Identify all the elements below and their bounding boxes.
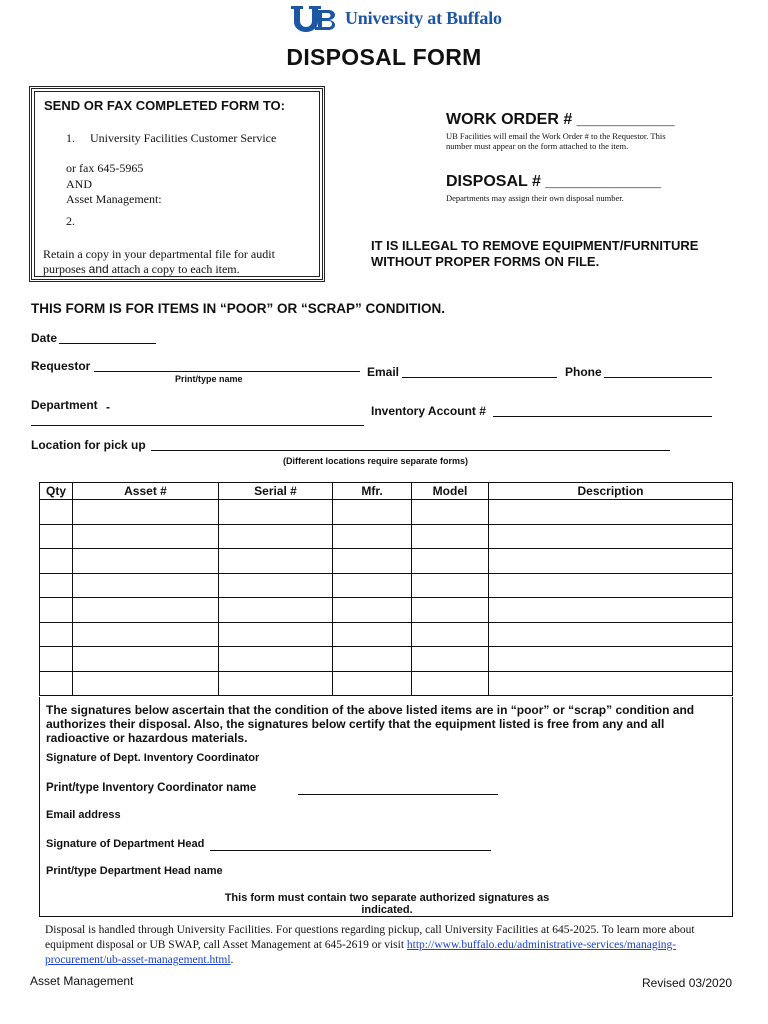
table-cell[interactable] bbox=[489, 573, 733, 598]
table-cell[interactable] bbox=[333, 647, 412, 672]
table-cell[interactable] bbox=[40, 500, 73, 525]
phone-field[interactable] bbox=[604, 377, 712, 378]
table-row bbox=[40, 671, 733, 696]
header-description: Description bbox=[489, 483, 733, 500]
disposal-label: DISPOSAL # _____________ bbox=[446, 173, 661, 190]
table-cell[interactable] bbox=[412, 524, 489, 549]
table-cell[interactable] bbox=[73, 549, 219, 574]
footer-revised: Revised 03/2020 bbox=[642, 976, 733, 990]
table-cell[interactable] bbox=[73, 671, 219, 696]
footer-disposal-info: Disposal is handled through University Facilities. For questions regarding pickup, call University Facilities at 645-2025. To learn more about equipment disposal or UB SWAP, call Asset Management at 645-2619 or visit http://www.buffalo.edu/administrative-services/managing-procurement/ub-asset-management.html. bbox=[45, 924, 695, 966]
signatures-paragraph: The signatures below ascertain that the condition of the above listed items are in “poor” or “scrap” condition and authorizes their disposal. Also, the signatures below certify that the equipment listed is free from any and all radioactive or hazardous materials. bbox=[46, 703, 695, 745]
table-cell[interactable] bbox=[333, 622, 412, 647]
table-row bbox=[40, 647, 733, 672]
table-cell[interactable] bbox=[489, 500, 733, 525]
table-cell[interactable] bbox=[40, 647, 73, 672]
table-cell[interactable] bbox=[412, 549, 489, 574]
dept-inventory-signature-label: Signature of Dept. Inventory Coordinator bbox=[46, 752, 260, 764]
table-cell[interactable] bbox=[73, 647, 219, 672]
page-title: DISPOSAL FORM bbox=[286, 44, 482, 70]
table-row bbox=[40, 598, 733, 623]
dept-head-signature-field[interactable] bbox=[210, 850, 491, 851]
ub-logo-icon bbox=[289, 4, 341, 32]
inventory-account-label: Inventory Account # bbox=[371, 404, 486, 418]
location-label: Location for pick up bbox=[31, 438, 146, 452]
condition-notice: THIS FORM IS FOR ITEMS IN “POOR” OR “SCRAP” CONDITION. bbox=[31, 301, 446, 316]
header-model: Model bbox=[412, 483, 489, 500]
table-cell[interactable] bbox=[333, 524, 412, 549]
email-address-label: Email address bbox=[46, 809, 121, 821]
dept-head-signature-label: Signature of Department Head bbox=[46, 838, 205, 850]
table-cell[interactable] bbox=[489, 549, 733, 574]
table-cell[interactable] bbox=[412, 598, 489, 623]
table-cell[interactable] bbox=[73, 622, 219, 647]
retain-line-1: Retain a copy in your departmental file for audit bbox=[43, 247, 275, 261]
inventory-account-field[interactable] bbox=[493, 416, 712, 417]
send-item-1-text: University Facilities Customer Service bbox=[90, 131, 277, 145]
send-fax-box bbox=[29, 86, 325, 282]
send-box-heading: SEND OR FAX COMPLETED FORM TO: bbox=[44, 98, 285, 113]
location-note: (Different locations require separate forms) bbox=[283, 456, 469, 466]
table-cell[interactable] bbox=[73, 598, 219, 623]
table-row bbox=[40, 622, 733, 647]
header-serial: Serial # bbox=[219, 483, 333, 500]
table-cell[interactable] bbox=[219, 524, 333, 549]
retain-attach: attach a copy to each item. bbox=[111, 262, 240, 276]
table-cell[interactable] bbox=[219, 671, 333, 696]
table-cell[interactable] bbox=[489, 671, 733, 696]
table-cell[interactable] bbox=[40, 622, 73, 647]
inventory-coordinator-name-label: Print/type Inventory Coordinator name bbox=[46, 782, 257, 794]
table-cell[interactable] bbox=[333, 598, 412, 623]
table-cell[interactable] bbox=[489, 622, 733, 647]
requestor-field[interactable] bbox=[94, 371, 360, 372]
date-field[interactable] bbox=[59, 343, 156, 344]
table-cell[interactable] bbox=[219, 622, 333, 647]
table-cell[interactable] bbox=[412, 500, 489, 525]
print-type-name-hint: Print/type name bbox=[175, 374, 243, 384]
table-cell[interactable] bbox=[219, 549, 333, 574]
table-cell[interactable] bbox=[412, 671, 489, 696]
disposal-blank[interactable]: _____________ bbox=[545, 173, 661, 190]
send-item-1-number: 1. bbox=[66, 131, 75, 145]
retain-purposes: purposes bbox=[43, 262, 86, 276]
table-cell[interactable] bbox=[412, 647, 489, 672]
table-cell[interactable] bbox=[40, 671, 73, 696]
table-cell[interactable] bbox=[219, 573, 333, 598]
illegal-warning: IT IS ILLEGAL TO REMOVE EQUIPMENT/FURNITURE WITHOUT PROPER FORMS ON FILE. bbox=[371, 238, 699, 269]
table-cell[interactable] bbox=[40, 573, 73, 598]
table-row bbox=[40, 573, 733, 598]
table-row bbox=[40, 524, 733, 549]
work-order-note: UB Facilities will email the Work Order # to the Requestor. This number must appear on the form attached to the item. bbox=[446, 131, 666, 151]
table-cell[interactable] bbox=[219, 647, 333, 672]
inventory-coordinator-name-field[interactable] bbox=[298, 794, 498, 795]
table-header-row bbox=[40, 483, 733, 500]
two-signatures-notice: This form must contain two separate authorized signatures as indicated. bbox=[224, 892, 550, 916]
work-order-blank[interactable]: ___________ bbox=[576, 111, 675, 128]
table-cell[interactable] bbox=[412, 573, 489, 598]
items-table bbox=[39, 482, 733, 696]
table-row bbox=[40, 500, 733, 525]
disposal-note: Departments may assign their own disposal number. bbox=[446, 193, 624, 203]
table-cell[interactable] bbox=[219, 598, 333, 623]
footer-left: Asset Management bbox=[30, 974, 134, 988]
department-dot: - bbox=[106, 400, 110, 414]
date-label: Date bbox=[31, 331, 58, 345]
logo-text: University at Buffalo bbox=[345, 7, 502, 28]
table-cell[interactable] bbox=[73, 573, 219, 598]
university-logo bbox=[289, 4, 502, 32]
department-label: Department bbox=[31, 398, 98, 412]
header-mfr: Mfr. bbox=[333, 483, 412, 500]
table-cell[interactable] bbox=[333, 500, 412, 525]
retain-and: and bbox=[88, 262, 109, 276]
table-row bbox=[40, 549, 733, 574]
dept-head-name-label: Print/type Department Head name bbox=[46, 865, 223, 877]
table-cell[interactable] bbox=[73, 500, 219, 525]
signatures-box bbox=[39, 697, 733, 917]
table-cell[interactable] bbox=[489, 647, 733, 672]
email-field[interactable] bbox=[402, 377, 557, 378]
work-order-label: WORK ORDER # ___________ bbox=[446, 111, 675, 128]
phone-label: Phone bbox=[565, 365, 602, 379]
table-cell[interactable] bbox=[40, 549, 73, 574]
table-cell[interactable] bbox=[40, 524, 73, 549]
table-cell[interactable] bbox=[489, 598, 733, 623]
table-cell[interactable] bbox=[219, 500, 333, 525]
table-cell[interactable] bbox=[40, 598, 73, 623]
and-text: AND bbox=[66, 177, 92, 191]
retain-line-2 bbox=[43, 262, 240, 277]
header-asset: Asset # bbox=[73, 483, 219, 500]
table-cell[interactable] bbox=[73, 524, 219, 549]
asset-management-text: Asset Management: bbox=[66, 192, 162, 206]
requestor-label: Requestor bbox=[31, 359, 91, 373]
table-cell[interactable] bbox=[333, 573, 412, 598]
department-field[interactable] bbox=[31, 425, 364, 426]
location-field[interactable] bbox=[151, 450, 670, 451]
header-qty: Qty bbox=[40, 483, 73, 500]
fax-number: or fax 645-5965 bbox=[66, 161, 144, 175]
table-cell[interactable] bbox=[489, 524, 733, 549]
table-cell[interactable] bbox=[412, 622, 489, 647]
send-item-2-number: 2. bbox=[66, 214, 75, 228]
table-cell[interactable] bbox=[333, 671, 412, 696]
asset-management-link[interactable]: http://www.buffalo.edu/administrative-services/managing-procurement/ub-asset-management.html bbox=[45, 939, 677, 966]
table-cell[interactable] bbox=[333, 549, 412, 574]
email-label: Email bbox=[367, 365, 400, 379]
